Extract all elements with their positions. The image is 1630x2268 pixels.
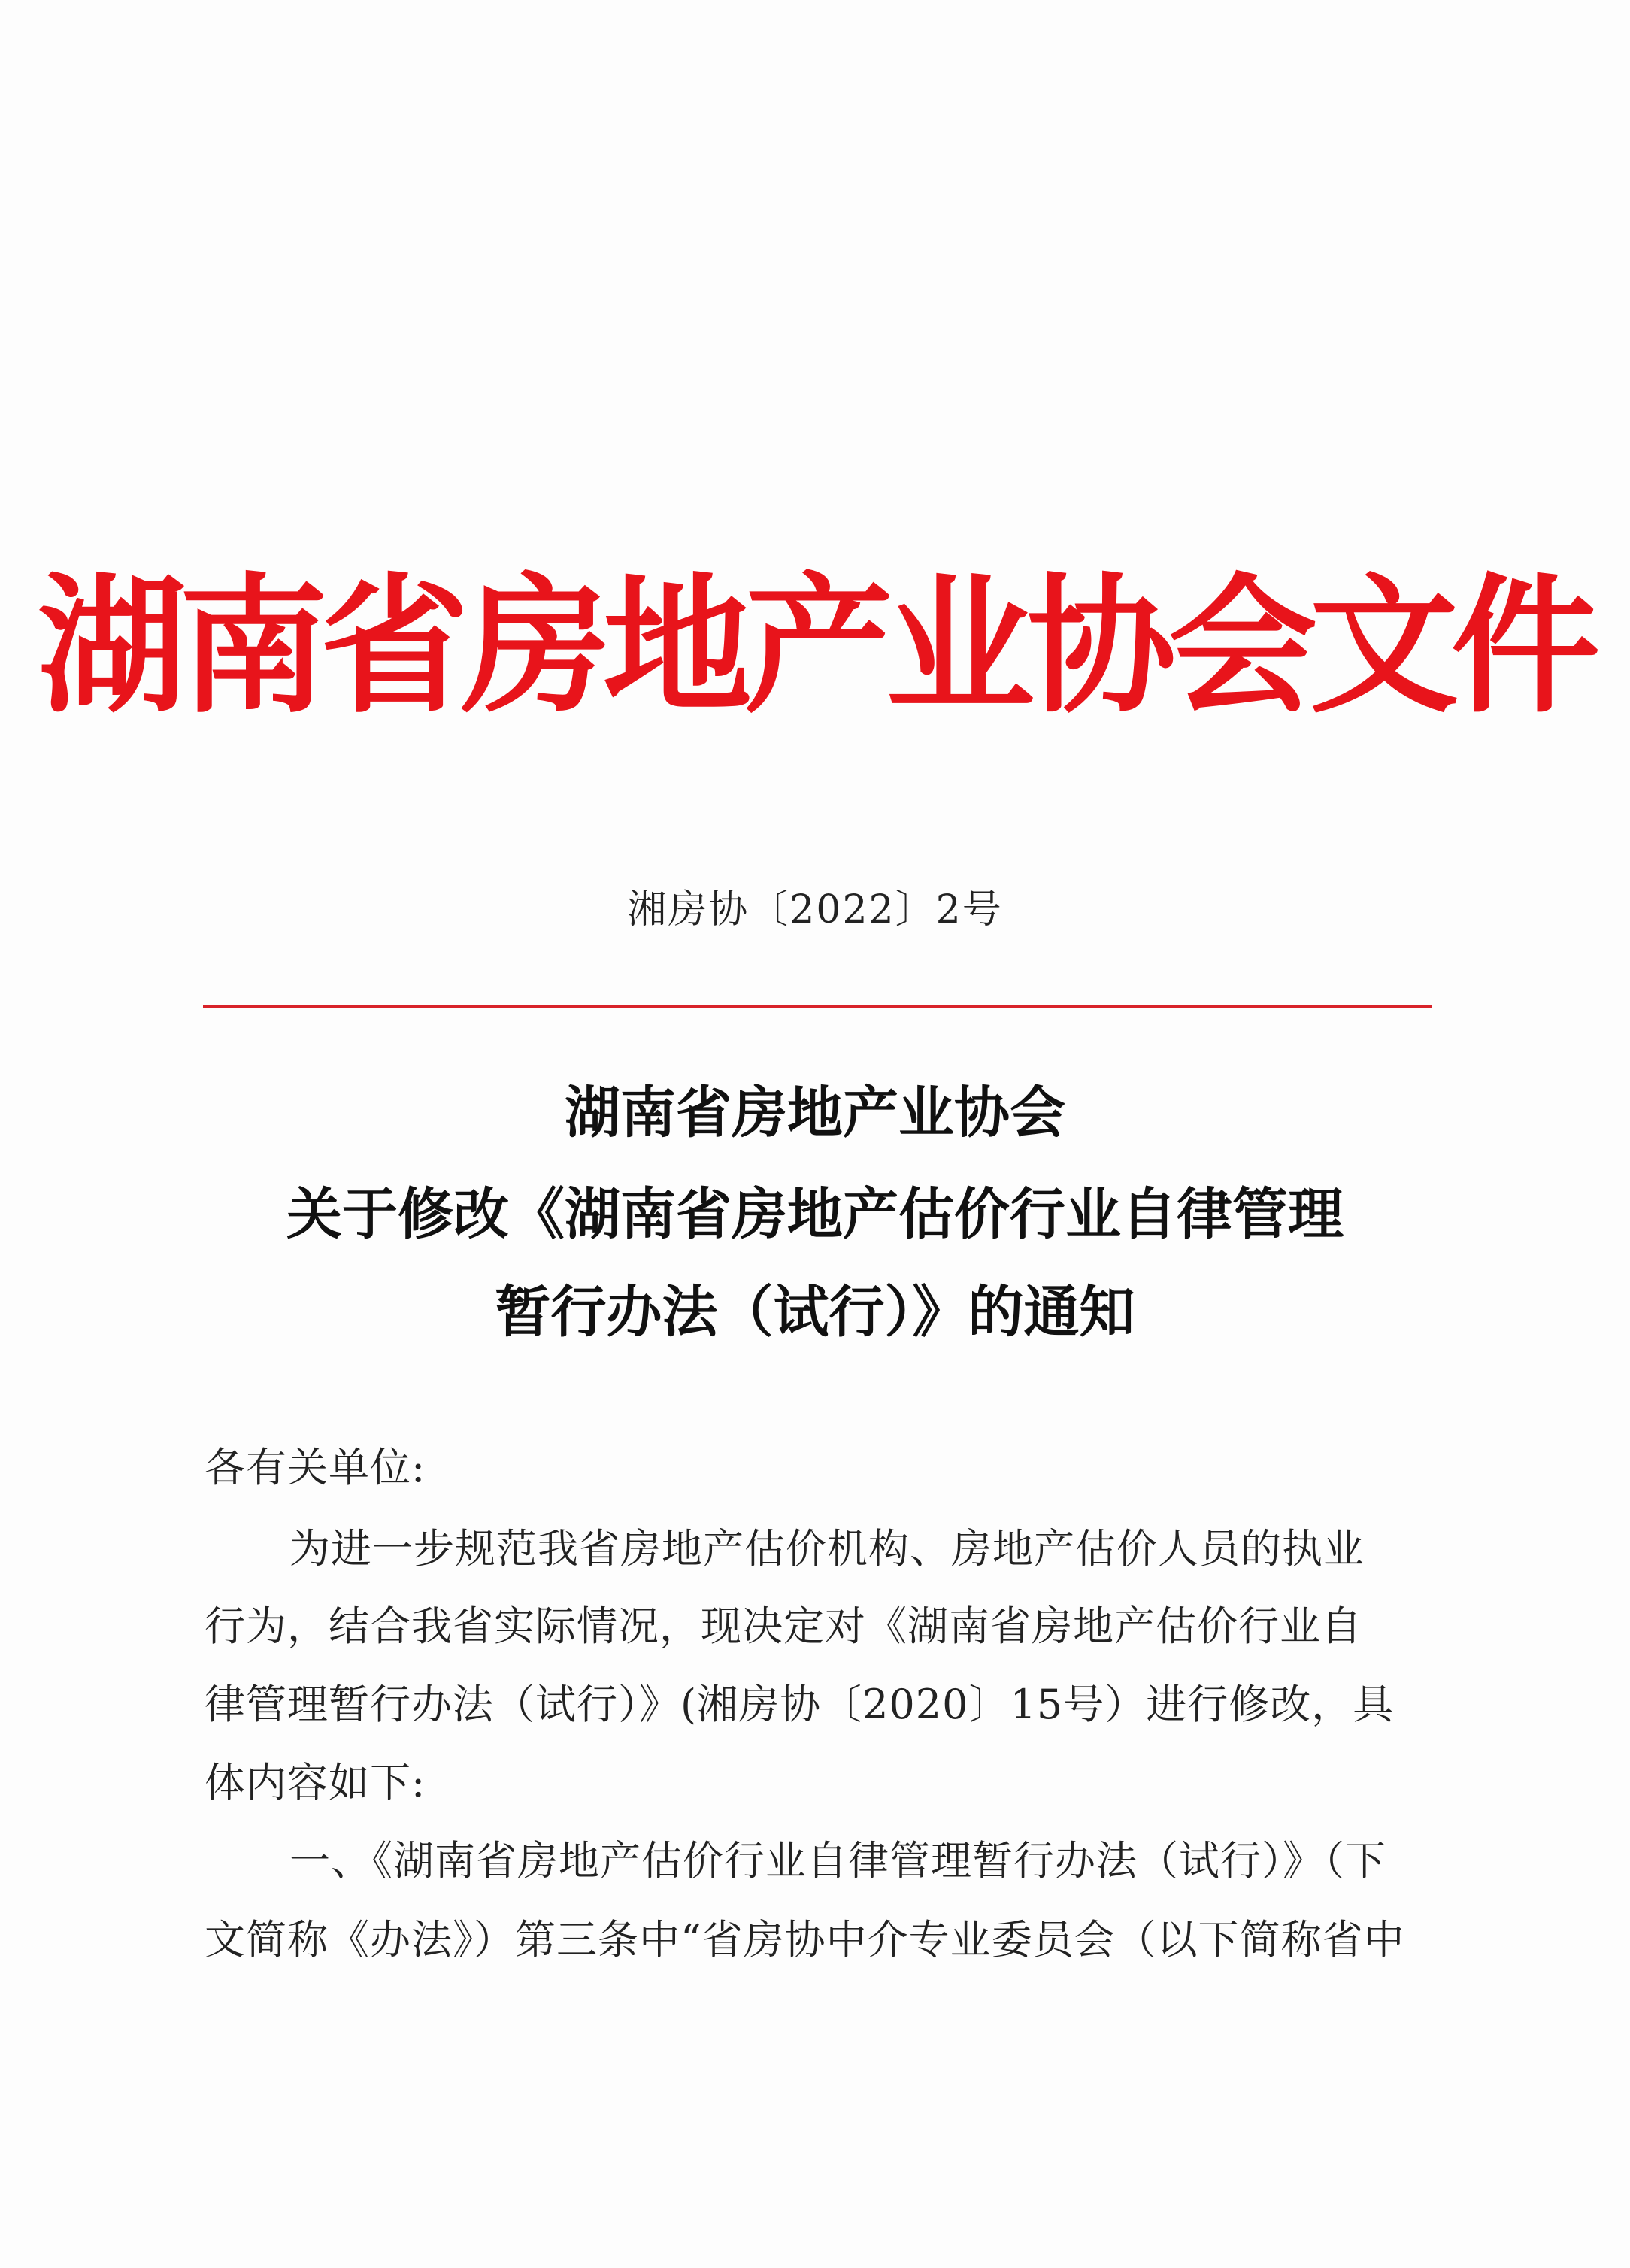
notice-title-line-3: 暂行办法（试行）》的通知 xyxy=(495,1280,1135,1345)
red-divider-line xyxy=(203,1005,1432,1008)
notice-title-line-1: 湖南省房地产业协会 xyxy=(565,1081,1065,1145)
body-line-5: 一、《湖南省房地产估价行业自律管理暂行办法（试行）》（下 xyxy=(289,1837,1386,1884)
notice-title-line-2: 关于修改《湖南省房地产估价行业自律管理 xyxy=(286,1182,1344,1247)
body-line-2: 行为，结合我省实际情况，现决定对《湖南省房地产估价行业自 xyxy=(205,1602,1362,1650)
body-line-1: 为进一步规范我省房地产估价机构、房地产估价人员的执业 xyxy=(289,1525,1365,1572)
document-number: 湘房协〔2022〕2号 xyxy=(627,887,1003,932)
body-line-6: 文简称《办法》）第三条中“省房协中介专业委员会（以下简称省中 xyxy=(205,1916,1405,1963)
body-line-3: 律管理暂行办法（试行）》(湘房协〔2020〕15号）进行修改，具 xyxy=(205,1681,1395,1728)
body-line-4: 体内容如下: xyxy=(205,1759,426,1806)
red-header-title: 湖南省房地产业协会文件 xyxy=(38,559,1592,733)
salutation: 各有关单位: xyxy=(205,1444,426,1491)
